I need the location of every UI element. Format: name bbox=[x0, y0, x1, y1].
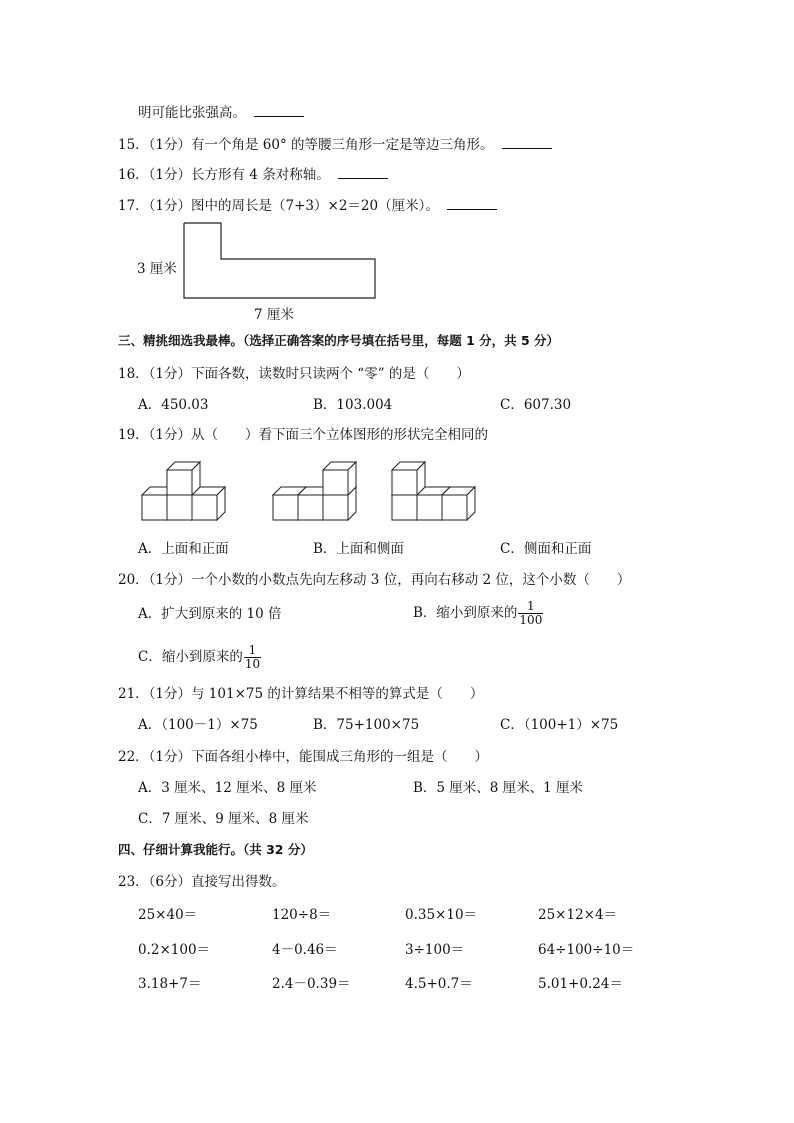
calc-item: 3÷100＝ bbox=[405, 942, 465, 958]
calc-item: 64÷100÷10＝ bbox=[538, 942, 635, 958]
q19-option-a[interactable]: A．上面和正面 bbox=[138, 541, 229, 557]
q22-stem: 22．（1分）下面各组小棒中，能围成三角形的一组是（ ） bbox=[118, 749, 489, 765]
calc-item: 0.2×100＝ bbox=[138, 942, 211, 958]
q17-text: 17．（1分）图中的周长是（7+3）×2＝20（厘米）。 bbox=[118, 198, 439, 214]
cube-figures bbox=[0, 0, 794, 540]
q23-stem: 23．（6分）直接写出得数。 bbox=[118, 874, 286, 890]
calc-item: 25×40＝ bbox=[138, 907, 198, 923]
q19-option-b[interactable]: B．上面和侧面 bbox=[313, 541, 404, 557]
fraction-1-100 bbox=[518, 600, 543, 627]
label-7cm: 7 厘米 bbox=[254, 307, 294, 323]
q22-option-a[interactable]: A．3 厘米、12 厘米、8 厘米 bbox=[138, 780, 317, 796]
solid-figure-3 bbox=[392, 462, 475, 520]
section-3-heading: 三、精挑细选我最棒。（选择正确答案的序号填在括号里，每题 1 分，共 5 分） bbox=[118, 333, 560, 348]
q19-option-c[interactable]: C．侧面和正面 bbox=[500, 541, 592, 557]
q19-stem: 19．（1分）从（ ）看下面三个立体图形的形状完全相同的 bbox=[118, 427, 489, 443]
section-4-heading: 四、仔细计算我能行。（共 32 分） bbox=[118, 842, 313, 857]
calc-item: 5.01+0.24＝ bbox=[538, 976, 623, 992]
fraction-denominator: 10 bbox=[244, 657, 261, 671]
label-3cm: 3 厘米 bbox=[137, 261, 177, 277]
calc-item: 2.4－0.39＝ bbox=[272, 976, 351, 992]
q15-text: 15．（1分）有一个角是 60° 的等腰三角形一定是等边三角形。 bbox=[118, 137, 494, 153]
q18-option-b[interactable]: B．103.004 bbox=[313, 397, 393, 413]
fraction-numerator: 1 bbox=[244, 644, 261, 658]
fraction-denominator: 100 bbox=[519, 613, 543, 627]
q20-option-b-text: B．缩小到原来的 bbox=[413, 605, 518, 621]
solid-figure-2 bbox=[273, 462, 356, 520]
q21-option-a[interactable]: A．（100－1）×75 bbox=[138, 717, 258, 733]
q22-option-c[interactable]: C．7 厘米、9 厘米、8 厘米 bbox=[138, 811, 309, 827]
q21-option-b[interactable]: B．75+100×75 bbox=[313, 717, 420, 733]
q18-stem: 18．（1分）下面各数，读数时只读两个 “零” 的是（ ） bbox=[118, 366, 470, 382]
q21-stem: 21．（1分）与 101×75 的计算结果不相等的算式是（ ） bbox=[118, 686, 484, 702]
calc-item: 120÷8＝ bbox=[272, 907, 332, 923]
calc-item: 0.35×10＝ bbox=[405, 907, 478, 923]
q20-option-c[interactable] bbox=[138, 642, 261, 672]
q20-option-b[interactable] bbox=[413, 598, 543, 628]
fraction-numerator: 1 bbox=[518, 600, 543, 614]
calc-item: 3.18+7＝ bbox=[138, 976, 202, 992]
q18-option-a[interactable]: A．450.03 bbox=[138, 397, 209, 413]
q20-option-c-text: C．缩小到原来的 bbox=[138, 649, 243, 665]
q20-option-a[interactable]: A．扩大到原来的 10 倍 bbox=[138, 606, 282, 622]
q21-option-c[interactable]: C．（100+1）×75 bbox=[500, 717, 619, 733]
fraction-1-10 bbox=[244, 644, 261, 671]
q20-stem: 20．（1分）一个小数的小数点先向左移动 3 位，再向右移动 2 位，这个小数（ ） bbox=[118, 572, 631, 588]
calc-item: 4－0.46＝ bbox=[272, 942, 338, 958]
calc-item: 25×12×4＝ bbox=[538, 907, 618, 923]
solid-figure-1 bbox=[142, 462, 225, 520]
q18-option-c[interactable]: C．607.30 bbox=[500, 397, 572, 413]
q16-text: 16．（1分）长方形有 4 条对称轴。 bbox=[118, 167, 330, 183]
q22-option-b[interactable]: B．5 厘米、8 厘米、1 厘米 bbox=[413, 780, 584, 796]
q14-text: 明可能比张强高。 bbox=[138, 105, 246, 121]
calc-item: 4.5+0.7＝ bbox=[405, 976, 473, 992]
